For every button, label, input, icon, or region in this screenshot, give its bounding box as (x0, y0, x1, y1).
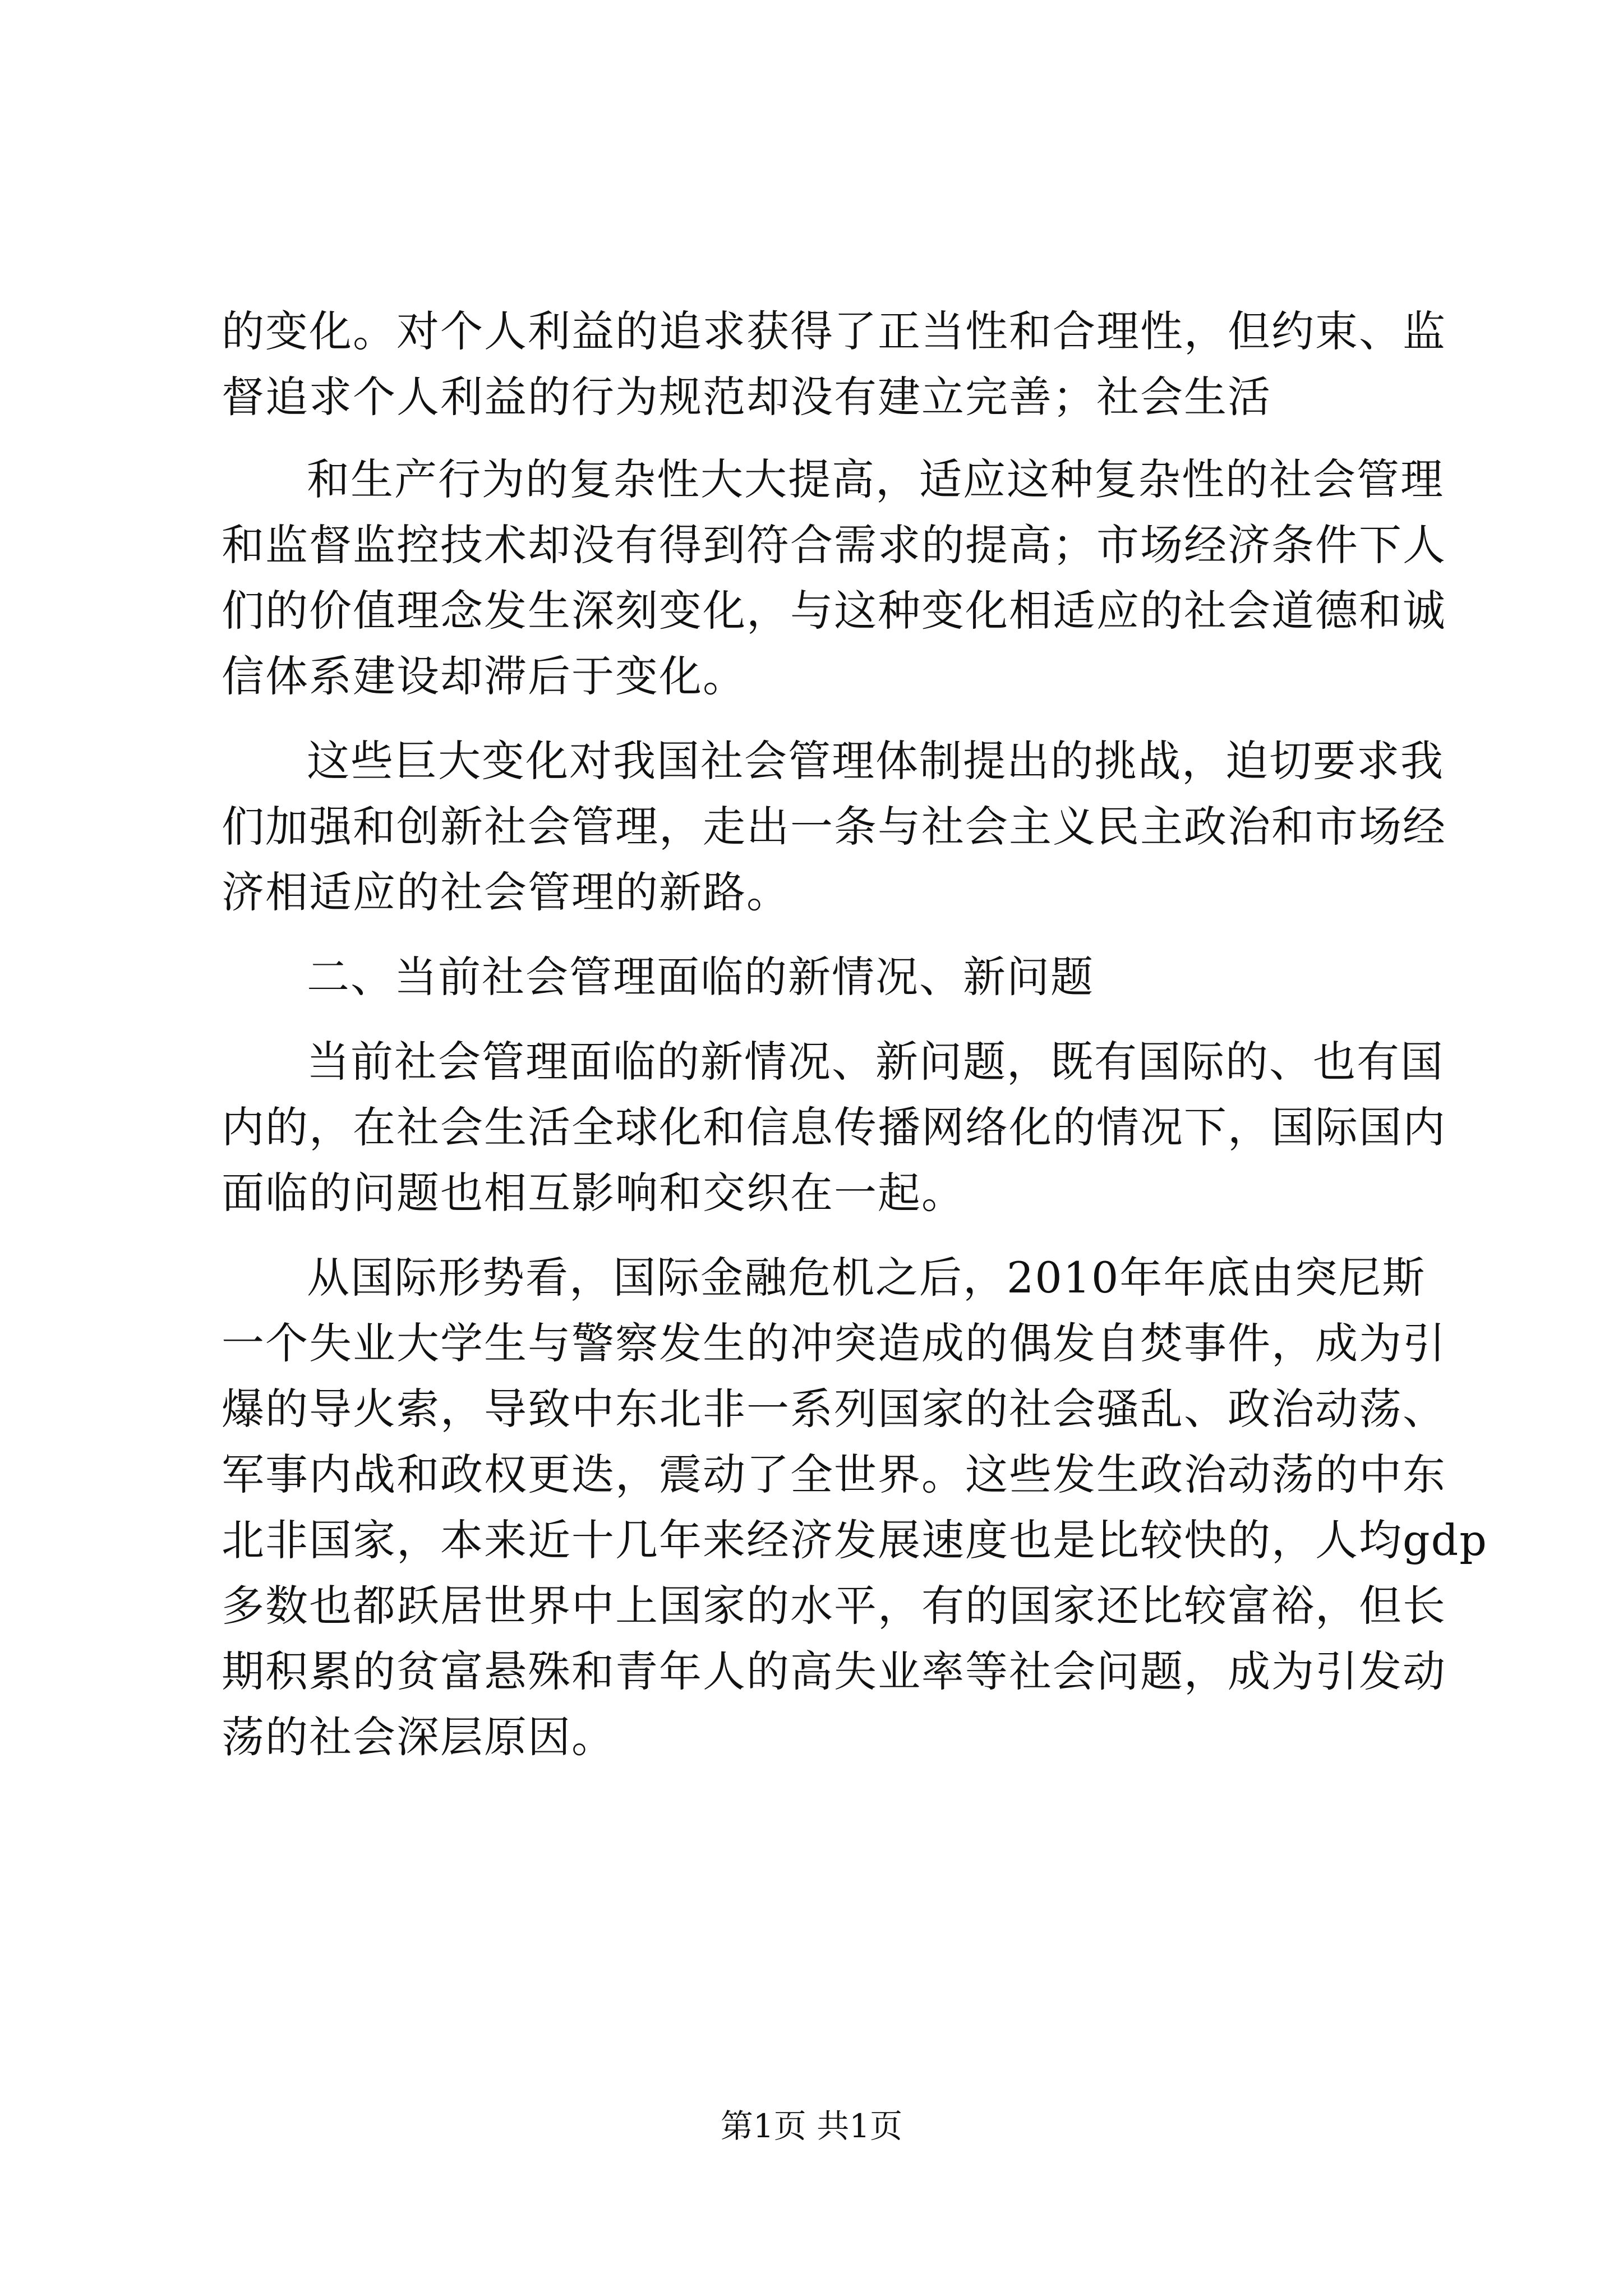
text-line: 督追求个人利益的行为规范却没有建立完善；社会生活 (222, 372, 1271, 422)
text-line: 多数也都跃居世界中上国家的水平，有的国家还比较富裕，但长 (222, 1581, 1446, 1631)
text-line: 一个失业大学生与警察发生的冲突造成的偶发自焚事件，成为引 (222, 1318, 1446, 1368)
text-line: 荡的社会深层原因。 (222, 1712, 615, 1762)
text-line: 军事内战和政权更迭，震动了全世界。这些发生政治动荡的中东 (222, 1450, 1446, 1499)
paragraph-start: 从国际形势看，国际金融危机之后，2010年年底由突尼斯 (307, 1253, 1426, 1303)
text-line: 面临的问题也相互影响和交织在一起。 (222, 1168, 965, 1218)
text-line: 和监督监控技术却没有得到符合需求的提高；市场经济条件下人 (222, 520, 1446, 570)
document-body (222, 298, 1488, 1770)
paragraph-start: 当前社会管理面临的新情况、新问题，既有国际的、也有国 (307, 1037, 1444, 1087)
text-line: 们加强和创新社会管理，走出一条与社会主义民主政治和市场经 (222, 802, 1446, 852)
text-line: 济相适应的社会管理的新路。 (222, 867, 790, 917)
text-line: 北非国家，本来近十几年来经济发展速度也是比较快的，人均gdp (222, 1515, 1488, 1565)
text-line: 爆的导火索，导致中东北非一系列国家的社会骚乱、政治动荡、 (222, 1384, 1446, 1434)
text-line: 期积累的贫富悬殊和青年人的高失业率等社会问题，成为引发动 (222, 1646, 1446, 1696)
paragraph-start: 这些巨大变化对我国社会管理体制提出的挑战，迫切要求我 (307, 736, 1444, 786)
text-line: 信体系建设却滞后于变化。 (222, 651, 746, 701)
text-line: 的变化。对个人利益的追求获得了正当性和合理性，但约束、监 (222, 306, 1446, 356)
page-footer: 第1页 共1页 (720, 2107, 903, 2145)
text-line: 内的，在社会生活全球化和信息传播网络化的情况下，国际国内 (222, 1102, 1446, 1152)
paragraph-start: 和生产行为的复杂性大大提高，适应这种复杂性的社会管理 (307, 454, 1444, 504)
text-line: 们的价值理念发生深刻变化，与这种变化相适应的社会道德和诚 (222, 586, 1446, 636)
section-heading: 二、当前社会管理面临的新情况、新问题 (307, 952, 1094, 1002)
